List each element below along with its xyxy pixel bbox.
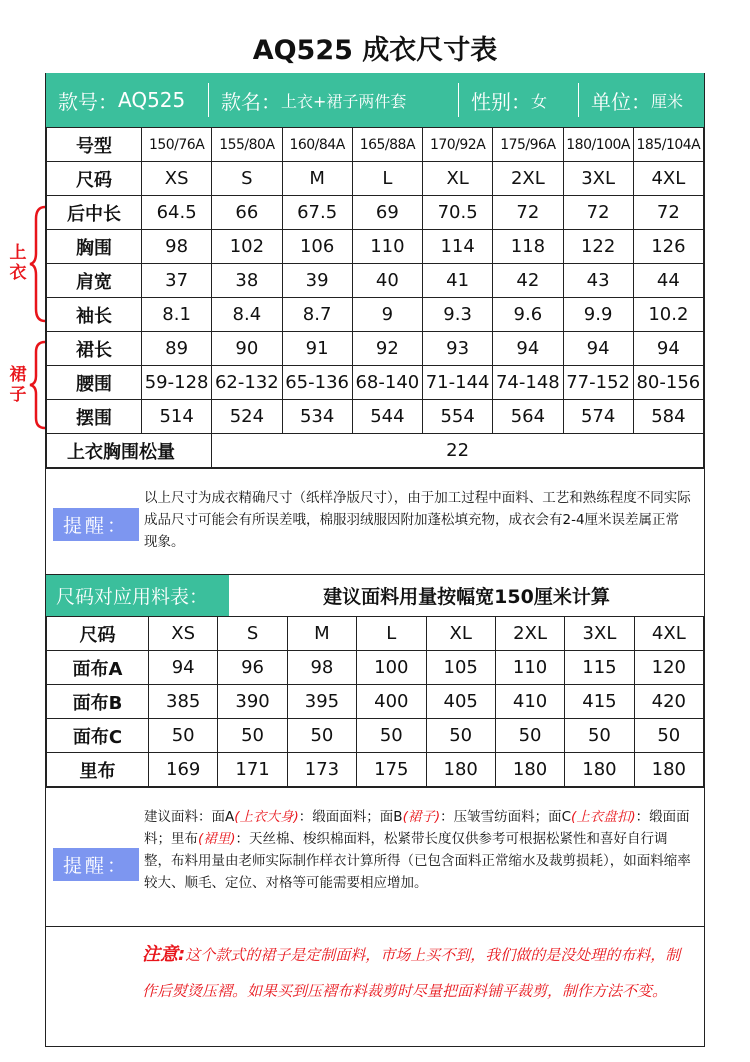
cell: 38 (212, 264, 282, 298)
cell: 94 (493, 332, 563, 366)
row-label: 裙长 (47, 332, 142, 366)
ease-value: 22 (212, 434, 704, 468)
cell: 43 (563, 264, 633, 298)
cell: 10.2 (633, 298, 703, 332)
cell: 66 (212, 196, 282, 230)
cell: 50 (287, 719, 356, 753)
cell: 50 (357, 719, 426, 753)
cell: 2XL (495, 617, 564, 651)
cell: 72 (493, 196, 563, 230)
cell: 8.7 (282, 298, 352, 332)
cell: 126 (633, 230, 703, 264)
cell: 98 (142, 230, 212, 264)
cell: 96 (218, 651, 287, 685)
table-row (47, 617, 704, 651)
cell: 106 (282, 230, 352, 264)
cell: 165/88A (352, 128, 422, 162)
cell: 173 (287, 753, 356, 787)
cell: 50 (426, 719, 495, 753)
cell: 89 (142, 332, 212, 366)
row-label: 面布B (47, 685, 149, 719)
cell: 110 (495, 651, 564, 685)
cell: S (218, 617, 287, 651)
cell: 91 (282, 332, 352, 366)
cell: XS (142, 162, 212, 196)
cell: 410 (495, 685, 564, 719)
cell: 175/96A (493, 128, 563, 162)
cell: 169 (149, 753, 218, 787)
gender-value: 女 (531, 91, 548, 111)
cell: 524 (212, 400, 282, 434)
cell: 4XL (633, 162, 703, 196)
unit-label: 单位： (591, 89, 651, 114)
gender-label: 性别： (471, 89, 531, 114)
table-row (47, 332, 704, 366)
cell: 3XL (565, 617, 634, 651)
table-row (47, 400, 704, 434)
cell: 94 (633, 332, 703, 366)
cell: 9.6 (493, 298, 563, 332)
cell: XL (423, 162, 493, 196)
cell: M (287, 617, 356, 651)
row-label: 摆围 (47, 400, 142, 434)
reminder-text: 以上尺寸为成衣精确尺寸（纸样净版尺寸），由于加工过程中面料、工艺和熟练程度不同实际成品尺寸可能会有所误差哦，棉服羽绒服因附加蓬松填充物，成衣会有2-4厘米误差属正常现象。 (144, 490, 691, 550)
fabric-table (46, 616, 704, 787)
style-value: AQ525 (118, 88, 186, 112)
note-warning (46, 926, 704, 1046)
table-row (47, 128, 704, 162)
row-label: 面布A (47, 651, 149, 685)
row-label: 尺码 (47, 162, 142, 196)
fabric-reminder-text: 建议面料：面A(上衣大身)：缎面面料；面B(裙子)：压皱雪纺面料；面C(上衣盘扣)：缎面面料；里布(裙里)：天丝棉、梭织棉面料，松紧带长度仅供参考可根据松紧性和喜好自行调整，布料用量由老师实际制作样衣计算所得（已包含面料正常缩水及裁剪损耗），如面料缩率较大、顺毛、定位、对格等可能需要相应增加。 (144, 809, 691, 891)
cell: 180 (565, 753, 634, 787)
size-table (46, 127, 704, 468)
cell: 59-128 (142, 366, 212, 400)
cell: 185/104A (633, 128, 703, 162)
cell: L (352, 162, 422, 196)
cell: 42 (493, 264, 563, 298)
table-row (47, 230, 704, 264)
cell: 390 (218, 685, 287, 719)
name-value: 上衣+裙子两件套 (281, 91, 407, 111)
cell: 69 (352, 196, 422, 230)
table-row (47, 651, 704, 685)
cell: 170/92A (423, 128, 493, 162)
cell: 405 (426, 685, 495, 719)
cell: 110 (352, 230, 422, 264)
row-label: 尺码 (47, 617, 149, 651)
table-row (47, 685, 704, 719)
cell: 180 (426, 753, 495, 787)
table-row (47, 264, 704, 298)
cell: 77-152 (563, 366, 633, 400)
unit-value: 厘米 (651, 91, 684, 111)
reminder-badge: 提醒： (53, 848, 139, 881)
note-fabric (46, 787, 704, 926)
warning-text (142, 937, 692, 1009)
ease-label: 上衣胸围松量 (47, 434, 212, 468)
cell: 105 (426, 651, 495, 685)
cell: 150/76A (142, 128, 212, 162)
side-label-top: 上衣 (9, 243, 27, 283)
cell: 71-144 (423, 366, 493, 400)
cell: 554 (423, 400, 493, 434)
warning-label: 注意: (142, 944, 186, 965)
warning-body: 这个款式的裙子是定制面料，市场上买不到，我们做的是没处理的布料，制作后熨烫压褶。如果买到压褶布料裁剪时尽量把面料铺平裁剪，制作方法不变。 (142, 946, 681, 1000)
cell: 80-156 (633, 366, 703, 400)
spec-header (46, 73, 704, 127)
cell: 102 (212, 230, 282, 264)
cell: 93 (423, 332, 493, 366)
cell: 420 (634, 685, 703, 719)
table-row (47, 753, 704, 787)
cell: 180 (634, 753, 703, 787)
cell: 564 (493, 400, 563, 434)
cell: 574 (563, 400, 633, 434)
fabric-header-title: 建议面料用量按幅宽150厘米计算 (323, 586, 610, 608)
row-label: 腰围 (47, 366, 142, 400)
cell: 400 (357, 685, 426, 719)
cell: 514 (142, 400, 212, 434)
cell: 92 (352, 332, 422, 366)
row-label: 号型 (47, 128, 142, 162)
cell: 115 (565, 651, 634, 685)
cell: 122 (563, 230, 633, 264)
cell: 3XL (563, 162, 633, 196)
cell: 70.5 (423, 196, 493, 230)
cell: 9.3 (423, 298, 493, 332)
cell: 415 (565, 685, 634, 719)
cell: 72 (563, 196, 633, 230)
fabric-header-label: 尺码对应用料表： (46, 575, 229, 616)
cell: 72 (633, 196, 703, 230)
cell: 8.4 (212, 298, 282, 332)
cell: 120 (634, 651, 703, 685)
cell: 65-136 (282, 366, 352, 400)
table-row (47, 366, 704, 400)
cell: 160/84A (282, 128, 352, 162)
cell: 395 (287, 685, 356, 719)
cell: 67.5 (282, 196, 352, 230)
cell: 50 (495, 719, 564, 753)
cell: 40 (352, 264, 422, 298)
cell: 41 (423, 264, 493, 298)
cell: 90 (212, 332, 282, 366)
cell: 50 (149, 719, 218, 753)
row-label: 里布 (47, 753, 149, 787)
side-label-skirt: 裙子 (9, 365, 27, 405)
reminder-badge: 提醒： (53, 508, 139, 541)
table-row (47, 298, 704, 332)
row-label: 肩宽 (47, 264, 142, 298)
cell: 44 (633, 264, 703, 298)
cell: 9.9 (563, 298, 633, 332)
cell: S (212, 162, 282, 196)
size-chart (45, 73, 705, 1047)
cell: 114 (423, 230, 493, 264)
cell: 68-140 (352, 366, 422, 400)
cell: 2XL (493, 162, 563, 196)
cell: 175 (357, 753, 426, 787)
cell: 584 (633, 400, 703, 434)
row-label: 面布C (47, 719, 149, 753)
cell: 180/100A (563, 128, 633, 162)
cell: L (357, 617, 426, 651)
cell: XL (426, 617, 495, 651)
row-label: 袖长 (47, 298, 142, 332)
cell: 180 (495, 753, 564, 787)
style-label: 款号： (58, 89, 118, 114)
table-row (47, 162, 704, 196)
cell: 37 (142, 264, 212, 298)
cell: XS (149, 617, 218, 651)
name-label: 款名： (221, 89, 281, 114)
table-row (47, 196, 704, 230)
cell: M (282, 162, 352, 196)
row-label: 胸围 (47, 230, 142, 264)
table-row (47, 719, 704, 753)
cell: 155/80A (212, 128, 282, 162)
cell: 39 (282, 264, 352, 298)
row-label: 后中长 (47, 196, 142, 230)
cell: 100 (357, 651, 426, 685)
cell: 94 (563, 332, 633, 366)
cell: 9 (352, 298, 422, 332)
cell: 64.5 (142, 196, 212, 230)
cell: 94 (149, 651, 218, 685)
cell: 50 (634, 719, 703, 753)
cell: 534 (282, 400, 352, 434)
fabric-header (46, 574, 704, 616)
cell: 62-132 (212, 366, 282, 400)
note-measurements (46, 468, 704, 574)
ease-row (47, 434, 704, 468)
cell: 118 (493, 230, 563, 264)
cell: 50 (565, 719, 634, 753)
cell: 98 (287, 651, 356, 685)
cell: 544 (352, 400, 422, 434)
cell: 50 (218, 719, 287, 753)
cell: 171 (218, 753, 287, 787)
cell: 74-148 (493, 366, 563, 400)
page-title: AQ525 成衣尺寸表 (252, 35, 498, 66)
cell: 8.1 (142, 298, 212, 332)
cell: 385 (149, 685, 218, 719)
cell: 4XL (634, 617, 703, 651)
